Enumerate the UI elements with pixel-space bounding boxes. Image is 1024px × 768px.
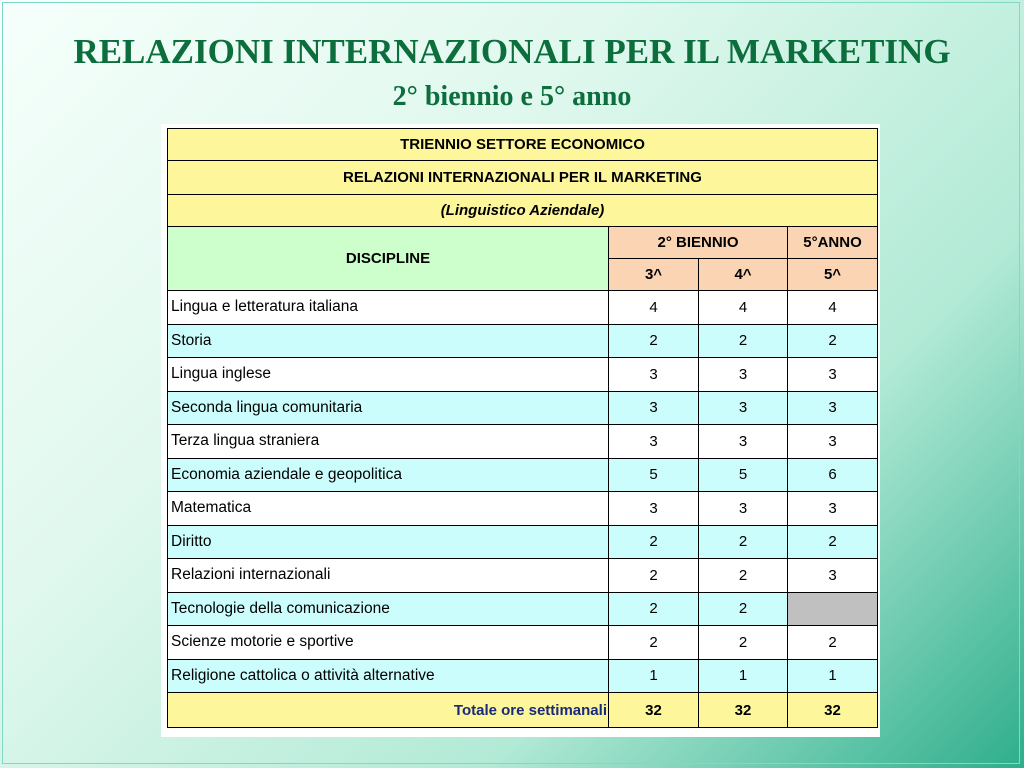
row-hours-y4: 1 bbox=[699, 659, 788, 693]
row-discipline-name: Lingua inglese bbox=[168, 358, 609, 392]
header-year-3: 3^ bbox=[609, 259, 699, 291]
slide-subtitle: 2° biennio e 5° anno bbox=[392, 81, 632, 112]
row-hours-y3: 3 bbox=[609, 425, 699, 459]
row-hours-y5: 4 bbox=[788, 291, 878, 325]
table-row bbox=[168, 324, 878, 358]
row-hours-y5: 3 bbox=[788, 391, 878, 425]
row-hours-y4: 3 bbox=[699, 391, 788, 425]
table-row bbox=[168, 425, 878, 459]
header-biennio: 2° BIENNIO bbox=[609, 227, 788, 259]
total-y4: 32 bbox=[699, 693, 788, 728]
row-discipline-name: Religione cattolica o attività alternative bbox=[168, 659, 609, 693]
row-discipline-name: Economia aziendale e geopolitica bbox=[168, 458, 609, 492]
row-hours-y3: 3 bbox=[609, 391, 699, 425]
row-hours-y3: 5 bbox=[609, 458, 699, 492]
row-hours-y4: 3 bbox=[699, 358, 788, 392]
header-anno: 5°ANNO bbox=[788, 227, 878, 259]
row-discipline-name: Terza lingua straniera bbox=[168, 425, 609, 459]
table-row bbox=[168, 659, 878, 693]
row-discipline-name: Matematica bbox=[168, 492, 609, 526]
row-hours-y4: 2 bbox=[699, 559, 788, 593]
row-hours-y3: 2 bbox=[609, 626, 699, 660]
row-hours-y3: 3 bbox=[609, 492, 699, 526]
table-row bbox=[168, 391, 878, 425]
row-hours-y5: 2 bbox=[788, 626, 878, 660]
row-hours-y3: 4 bbox=[609, 291, 699, 325]
total-y3: 32 bbox=[609, 693, 699, 728]
row-hours-y4: 2 bbox=[699, 525, 788, 559]
row-hours-y3: 2 bbox=[609, 592, 699, 626]
table-row bbox=[168, 492, 878, 526]
row-hours-y5: 3 bbox=[788, 492, 878, 526]
row-discipline-name: Diritto bbox=[168, 525, 609, 559]
table-row bbox=[168, 592, 878, 626]
header-year-5: 5^ bbox=[788, 259, 878, 291]
row-hours-y5: 3 bbox=[788, 358, 878, 392]
row-hours-y5: 2 bbox=[788, 324, 878, 358]
row-hours-y5: 2 bbox=[788, 525, 878, 559]
table-row bbox=[168, 559, 878, 593]
row-hours-y4: 2 bbox=[699, 324, 788, 358]
total-y5: 32 bbox=[788, 693, 878, 728]
row-hours-y5: 3 bbox=[788, 425, 878, 459]
row-discipline-name: Relazioni internazionali bbox=[168, 559, 609, 593]
row-hours-y5: 6 bbox=[788, 458, 878, 492]
row-hours-y5: 3 bbox=[788, 559, 878, 593]
row-discipline-name: Seconda lingua comunitaria bbox=[168, 391, 609, 425]
header-course-name: RELAZIONI INTERNAZIONALI PER IL MARKETING bbox=[168, 161, 878, 195]
table-container bbox=[161, 124, 880, 737]
row-discipline-name: Lingua e letteratura italiana bbox=[168, 291, 609, 325]
curriculum-table bbox=[167, 128, 878, 728]
row-hours-y5: 1 bbox=[788, 659, 878, 693]
row-discipline-name: Storia bbox=[168, 324, 609, 358]
table-row bbox=[168, 525, 878, 559]
table-row bbox=[168, 626, 878, 660]
row-hours-y4: 2 bbox=[699, 626, 788, 660]
row-discipline-name: Tecnologie della comunicazione bbox=[168, 592, 609, 626]
header-discipline: DISCIPLINE bbox=[168, 227, 609, 291]
row-hours-y3: 2 bbox=[609, 525, 699, 559]
table-row bbox=[168, 458, 878, 492]
header-triennio: TRIENNIO SETTORE ECONOMICO bbox=[168, 129, 878, 161]
row-hours-y4: 3 bbox=[699, 425, 788, 459]
row-hours-y3: 3 bbox=[609, 358, 699, 392]
row-discipline-name: Scienze motorie e sportive bbox=[168, 626, 609, 660]
row-hours-y4: 3 bbox=[699, 492, 788, 526]
row-hours-y3: 2 bbox=[609, 559, 699, 593]
table-row bbox=[168, 291, 878, 325]
row-hours-y3: 1 bbox=[609, 659, 699, 693]
row-hours-y3: 2 bbox=[609, 324, 699, 358]
row-hours-y4: 4 bbox=[699, 291, 788, 325]
header-course-type: (Linguistico Aziendale) bbox=[168, 195, 878, 227]
row-hours-y5-empty bbox=[788, 592, 878, 626]
table-row bbox=[168, 358, 878, 392]
total-label: Totale ore settimanali bbox=[168, 693, 609, 728]
header-year-4: 4^ bbox=[699, 259, 788, 291]
slide-title: RELAZIONI INTERNAZIONALI PER IL MARKETING bbox=[73, 32, 951, 71]
row-hours-y4: 2 bbox=[699, 592, 788, 626]
row-hours-y4: 5 bbox=[699, 458, 788, 492]
total-row bbox=[168, 693, 878, 728]
